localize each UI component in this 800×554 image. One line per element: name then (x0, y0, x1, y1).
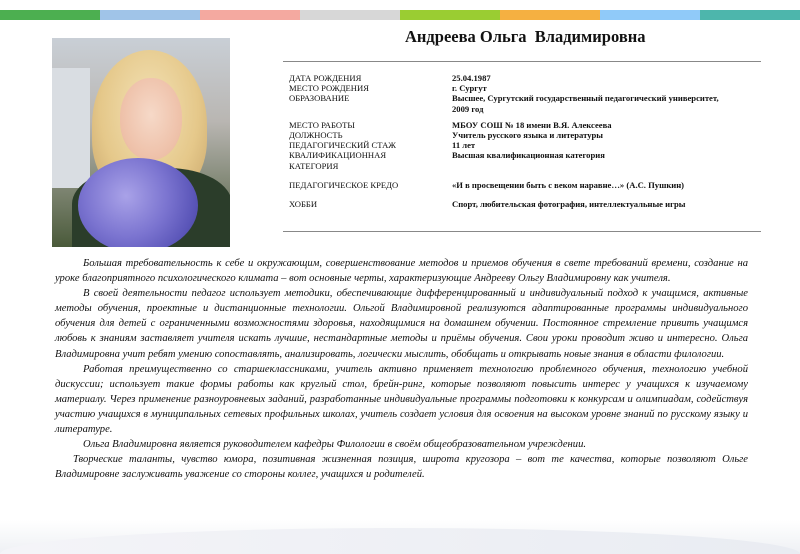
info-row (289, 130, 759, 140)
paragraph: Работая преимущественно со старшеклассниками, учитель активно применяет технологию проблемного обучения, технологию учебной дискуссии; использует такие формы работы как круглый стол, брейн-ринг, которые позволяют повысить интерес у учащихся к изучаемому материалу. Через применение разноуровневых заданий, разработанные индивидуальные программы подготовки к конкурсам и олимпиадам, содействуя участию учащихся в муниципальных сетевых профильных школах, учитель создает условия для освоения на высоком уровне знаний по русскому языку и литературе. (55, 363, 748, 436)
info-label: ПЕДАГОГИЧЕСКОЕ КРЕДО (289, 179, 399, 190)
info-value: МБОУ СОШ № 18 имени В.Я. Алексеева (452, 119, 612, 130)
info-row (289, 120, 759, 130)
bar-segment (300, 10, 400, 20)
info-label: МЕСТО РОЖДЕНИЯ (289, 83, 369, 94)
info-row (289, 104, 759, 114)
info-value: Высшая квалификационная категория (452, 150, 605, 161)
info-label: ХОББИ (289, 199, 318, 210)
info-value: 11 лет (452, 140, 476, 151)
portrait-photo (52, 38, 230, 247)
info-label: ДОЛЖНОСТЬ (289, 130, 343, 141)
divider-top (283, 61, 761, 62)
info-label: МЕСТО РАБОТЫ (289, 119, 355, 130)
person-name: Андреева Ольга Владимировна (405, 27, 646, 46)
info-value: «И в просвещении быть с веком наравне…» (А.С. Пушкин) (452, 179, 685, 190)
info-label: ДАТА РОЖДЕНИЯ (289, 73, 362, 83)
bar-segment (200, 10, 300, 20)
info-value: Высшее, Сургутский государственный педагогический университет, (452, 93, 719, 104)
info-table (289, 73, 759, 209)
info-value: 25.04.1987 (452, 73, 491, 83)
info-label (289, 104, 452, 114)
info-row (289, 140, 759, 150)
info-row (289, 93, 759, 103)
paragraph: В своей деятельности педагог использует методики, обеспечивающие дифференцированный и индивидуальный подход к учащимся, активные методы обучения, проектные и дистанционные технологии. Ольгой Владимировной реализуются адаптированные программы индивидуального обучения для детей с ограниченными возможностями здоровья, находящимися на домашнем обучении. Постоянное стремление привить учащимся любовь к знаниям заставляет учителя искать лучшие, нестандартные методы и приёмы обучения. Свои уроки проводит живо и интересно. Ольга Владимировна учит ребят умению сопоставлять, анализировать, логически мыслить, обобщать и открывать новые знания в области филологии. (55, 288, 748, 360)
info-row (289, 161, 759, 171)
bar-segment (100, 10, 200, 20)
info-row (289, 180, 759, 190)
paragraph: Ольга Владимировна является руководителем кафедры Филологии в своём общеобразовательном учреждении. (83, 439, 587, 451)
info-value: Спорт, любительская фотография, интеллектуальные игры (452, 199, 686, 210)
bar-segment (700, 10, 800, 20)
photo-face (120, 78, 182, 160)
bar-segment (400, 10, 500, 20)
top-color-bar (0, 10, 800, 20)
photo-hydrangea (78, 158, 198, 247)
bar-segment (0, 10, 100, 20)
info-value (452, 161, 759, 171)
info-label: КАТЕГОРИЯ (289, 160, 339, 171)
bar-segment (500, 10, 600, 20)
photo-window (52, 68, 90, 188)
paragraph: Большая требовательность к себе и окружающим, совершенствование методов и приемов обучения в свете требований времени, создание на уроке благоприятного психологического климата – вот основные черты, характеризующие Андрееву Ольгу Владимировну как учителя. (55, 258, 748, 285)
paragraph: Творческие таланты, чувство юмора, позитивная жизненная позиция, широта кругозора – вот те качества, которые позволяют Ольге Владимировне заслуживать уважение со стороны коллег, учащихся и родителей. (55, 454, 748, 481)
info-label: КВАЛИФИКАЦИОННАЯ (289, 150, 387, 161)
info-label: ОБРАЗОВАНИЕ (289, 93, 350, 104)
info-value: 2009 год (452, 103, 484, 114)
info-row (289, 150, 759, 160)
info-row (289, 199, 759, 209)
bar-segment (600, 10, 700, 20)
info-value: Учитель русского языка и литературы (452, 130, 603, 141)
info-label: ПЕДАГОГИЧЕСКИЙ СТАЖ (289, 140, 396, 151)
biography-text (55, 256, 748, 482)
info-value: г. Сургут (452, 83, 487, 94)
divider-bottom (283, 231, 761, 232)
info-row (289, 83, 759, 93)
info-row (289, 73, 759, 83)
